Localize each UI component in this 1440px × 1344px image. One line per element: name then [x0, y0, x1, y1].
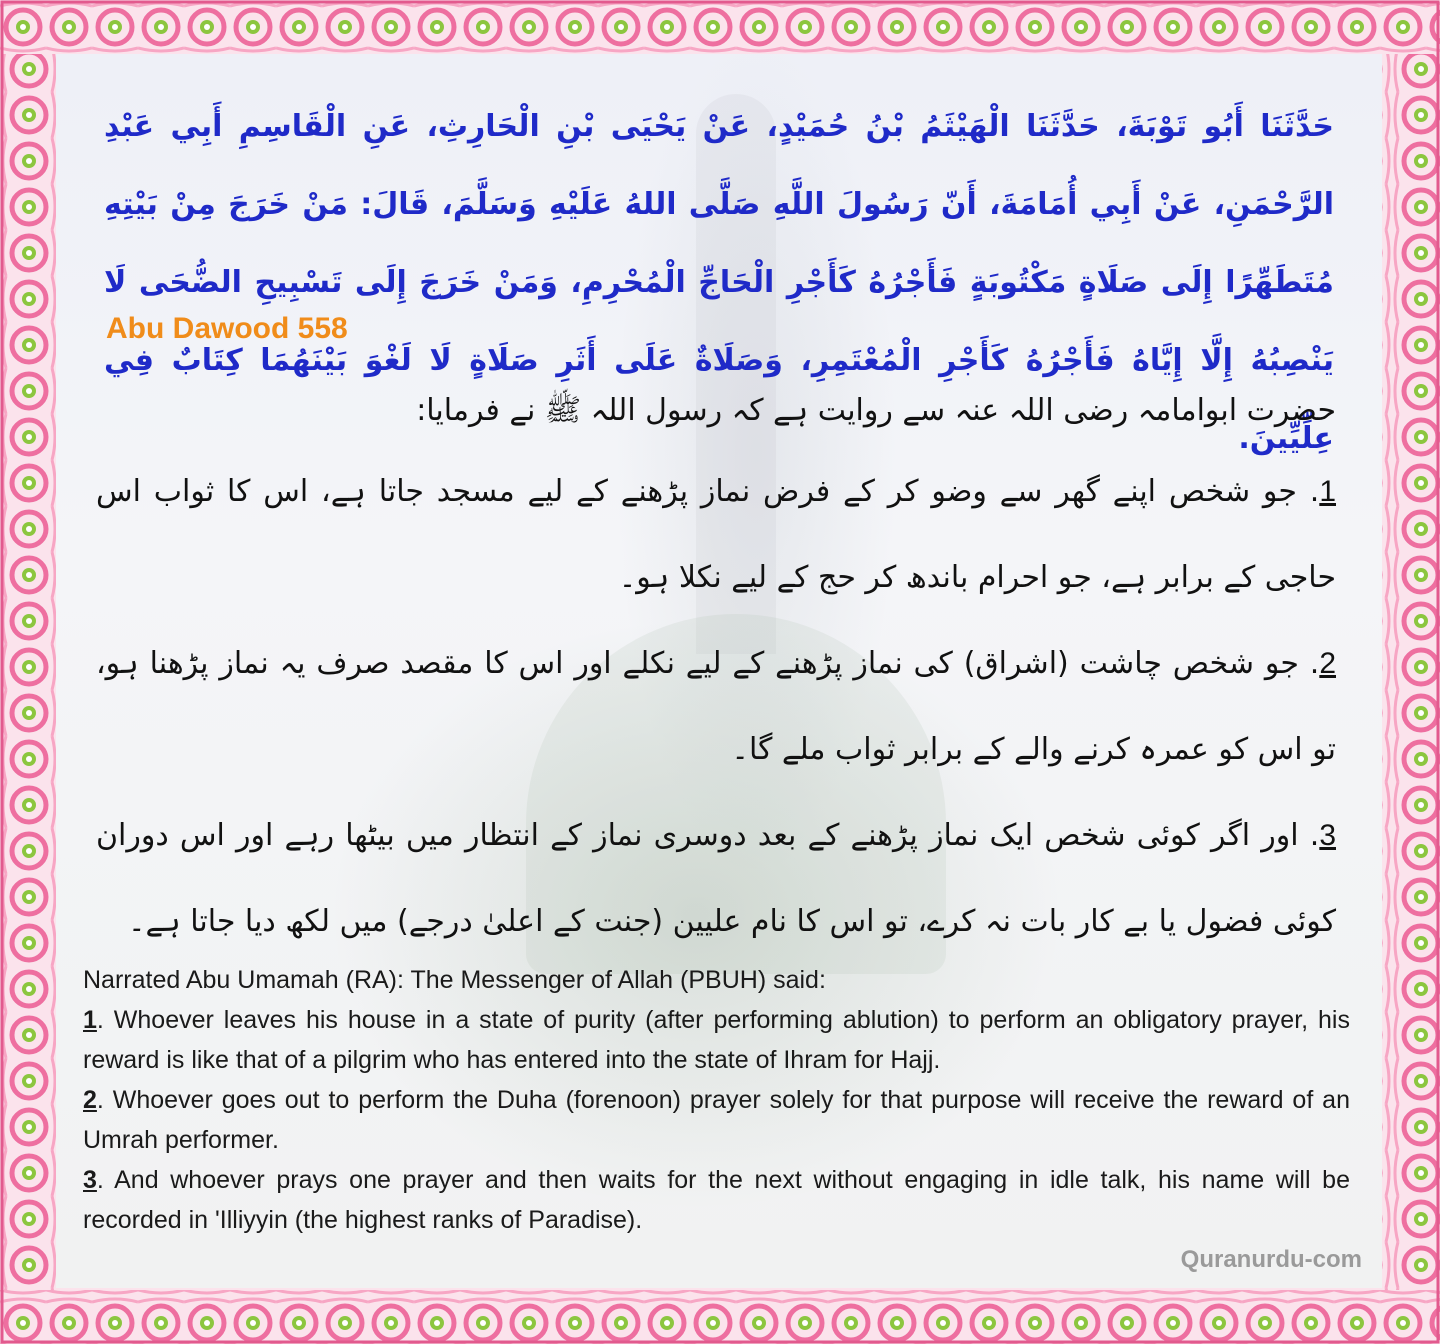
- english-item-text: . Whoever leaves his house in a state of purity (after performing ablution) to perform an obligatory prayer, his reward is like that of a pilgrim who has entered into the state of Ihram for Hajj.: [83, 1006, 1350, 1074]
- urdu-item-number: 3: [1319, 819, 1336, 852]
- english-item-number: 2: [83, 1086, 97, 1114]
- urdu-intro: حضرت ابوامامہ رضی اللہ عنہ سے روایت ہے کہ رسول اللہ ﷺ نے فرمایا:: [416, 393, 1336, 428]
- english-item-text: . Whoever goes out to perform the Duha (forenoon) prayer solely for that purpose will receive the reward of an Umrah performer.: [83, 1086, 1350, 1154]
- urdu-item-number: 2: [1319, 647, 1336, 680]
- arabic-hadith-text: حَدَّثَنَا أَبُو تَوْبَةَ، حَدَّثَنَا الْهَيْثَمُ بْنُ حُمَيْدٍ، عَنْ يَحْيَى بْنِ الْحَارِثِ، عَنِ الْقَاسِمِ أَبِي عَبْدِ الرَّحْمَنِ، عَنْ أَبِي أُمَامَةَ، أَنّ رَسُولَ اللَّهِ صَلَّى اللهُ عَلَيْهِ وَسَلَّمَ، قَالَ: مَنْ خَرَجَ مِنْ بَيْتِهِ مُتَطَهِّرًا إِلَى صَلَاةٍ مَكْتُوبَةٍ فَأَجْرُهُ كَأَجْرِ الْحَاجِّ الْمُحْرِمِ، وَمَنْ خَرَجَ إِلَى تَسْبِيحِ الضُّحَى لَا يَنْصِبُهُ إِلَّا إِيَّاهُ فَأَجْرُهُ كَأَجْرِ الْمُعْتَمِرِ، وَصَلَاةٌ عَلَى أَثَرِ صَلَاةٍ لَا لَغْوَ بَيْنَهُمَا كِتَابٌ فِي عِلِّيِّينَ.: [104, 109, 1334, 456]
- english-translation: [83, 960, 1350, 1240]
- english-item-1: [83, 1000, 1350, 1080]
- content-panel: [56, 54, 1382, 1288]
- urdu-item-3: 3. اور اگر کوئی شخص ایک نماز پڑھنے کے بعد دوسری نماز کے انتظار میں بیٹھا رہے اور اس دوران کوئی فضول یا بے کار بات نہ کرے، تو اس کا نام علیین (جنت کے اعلیٰ درجے) میں لکھ دیا جاتا ہے۔: [96, 818, 1336, 939]
- hadith-reference: Abu Dawood 558: [106, 312, 348, 345]
- urdu-item-text: جو شخص اپنے گھر سے وضو کر کے فرض نماز پڑھنے کے لیے مسجد جاتا ہے، اس کا ثواب اس حاجی کے برابر ہے، جو احرام باندھ کر حج کے لیے نکلا ہو۔: [96, 474, 1336, 595]
- urdu-item-number: 1: [1319, 475, 1336, 508]
- urdu-item-text: اور اگر کوئی شخص ایک نماز پڑھنے کے بعد دوسری نماز کے انتظار میں بیٹھا رہے اور اس دوران کوئی فضول یا بے کار بات نہ کرے، تو اس کا نام علیین (جنت کے اعلیٰ درجے) میں لکھ دیا جاتا ہے۔: [96, 818, 1336, 939]
- urdu-translation: [96, 379, 1336, 965]
- english-item-number: 3: [83, 1166, 97, 1194]
- english-item-2: [83, 1080, 1350, 1160]
- site-watermark: Quranurdu-com: [1180, 1246, 1362, 1273]
- english-item-number: 1: [83, 1006, 97, 1034]
- urdu-item-text: جو شخص چاشت (اشراق) کی نماز پڑھنے کے لیے نکلے اور اس کا مقصد صرف یہ نماز پڑھنا ہو، تو اس کو عمرہ کرنے والے کے برابر ثواب ملے گا۔: [96, 646, 1336, 767]
- english-intro: Narrated Abu Umamah (RA): The Messenger of Allah (PBUH) said:: [83, 966, 826, 994]
- urdu-item-2: 2. جو شخص چاشت (اشراق) کی نماز پڑھنے کے لیے نکلے اور اس کا مقصد صرف یہ نماز پڑھنا ہو، تو اس کو عمرہ کرنے والے کے برابر ثواب ملے گا۔: [96, 646, 1336, 767]
- english-item-3: [83, 1160, 1350, 1240]
- urdu-item-1: 1. جو شخص اپنے گھر سے وضو کر کے فرض نماز پڑھنے کے لیے مسجد جاتا ہے، اس کا ثواب اس حاجی کے برابر ہے، جو احرام باندھ کر حج کے لیے نکلا ہو۔: [96, 474, 1336, 595]
- english-item-text: . And whoever prays one prayer and then waits for the next without engaging in idle talk, his name will be recorded in 'Illiyyin (the highest ranks of Paradise).: [83, 1166, 1350, 1234]
